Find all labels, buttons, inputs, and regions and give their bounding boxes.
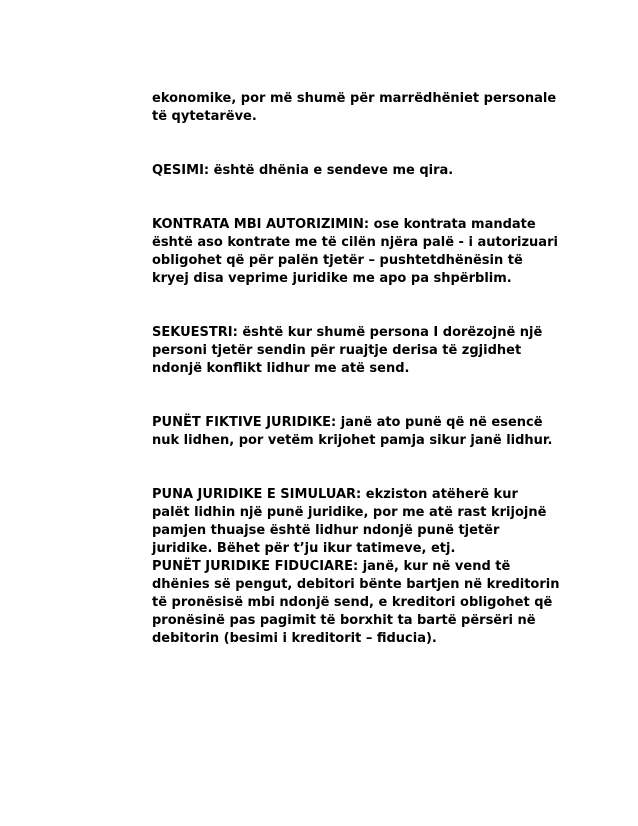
text-line: personi tjetër sendin për ruajtje derisa të zgjidhet xyxy=(152,343,522,358)
text-line: nuk lidhen, por vetëm krijohet pamja sikur janë lidhur. xyxy=(152,433,553,448)
paragraph-puna-juridike-e-simuluar xyxy=(152,486,552,558)
document-page xyxy=(152,90,560,648)
text-line: të qytetarëve. xyxy=(152,109,257,124)
text-line: juridike. Bëhet për t’ju ikur tatimeve, etj. xyxy=(152,541,456,556)
paragraph-personal-relations xyxy=(152,90,557,126)
paragraph-sekuestri xyxy=(152,324,552,378)
text-line: debitorin (besimi i kreditorit – fiducia). xyxy=(152,631,437,646)
text-line: palët lidhin një punë juridike, por me atë rast krijojnë xyxy=(152,505,547,520)
text-line: PUNA JURIDIKE E SIMULUAR: ekziston atëherë kur xyxy=(152,487,518,502)
text-line: PUNËT JURIDIKE FIDUCIARE: janë, kur në vend të xyxy=(152,559,511,574)
text-line: pamjen thuajse është lidhur ndonjë punë tjetër xyxy=(152,523,500,538)
text-line: QESIMI: është dhënia e sendeve me qira. xyxy=(152,163,454,178)
text-line: SEKUESTRI: është kur shumë persona I dorëzojnë një xyxy=(152,325,543,340)
paragraph-qesimi xyxy=(152,162,552,180)
text-line: ndonjë konflikt lidhur me atë send. xyxy=(152,361,410,376)
text-line: është aso kontrate me të cilën njëra palë - i autorizuari xyxy=(152,235,558,250)
text-line: obligohet që për palën tjetër – pushtetdhënësin të xyxy=(152,253,523,268)
text-line: kryej disa veprime juridike me apo pa shpërblim. xyxy=(152,271,512,286)
text-line: pronësinë pas pagimit të borxhit ta bartë përsëri në xyxy=(152,613,536,628)
text-line: ekonomike, por më shumë për marrëdhëniet personale xyxy=(152,91,557,106)
text-line: PUNËT FIKTIVE JURIDIKE: janë ato punë që në esencë xyxy=(152,415,543,430)
paragraph-punet-fiktive-juridike xyxy=(152,414,552,450)
text-line: dhënies së pengut, debitori bënte bartjen në kreditorin xyxy=(152,577,560,592)
text-line: të pronësisë mbi ndonjë send, e kreditori obligohet që xyxy=(152,595,553,610)
text-line: KONTRATA MBI AUTORIZIMIN: ose kontrata mandate xyxy=(152,217,536,232)
paragraph-kontrata-mbi-autorizimin xyxy=(152,216,558,288)
paragraph-punet-juridike-fiduciare xyxy=(152,558,560,648)
